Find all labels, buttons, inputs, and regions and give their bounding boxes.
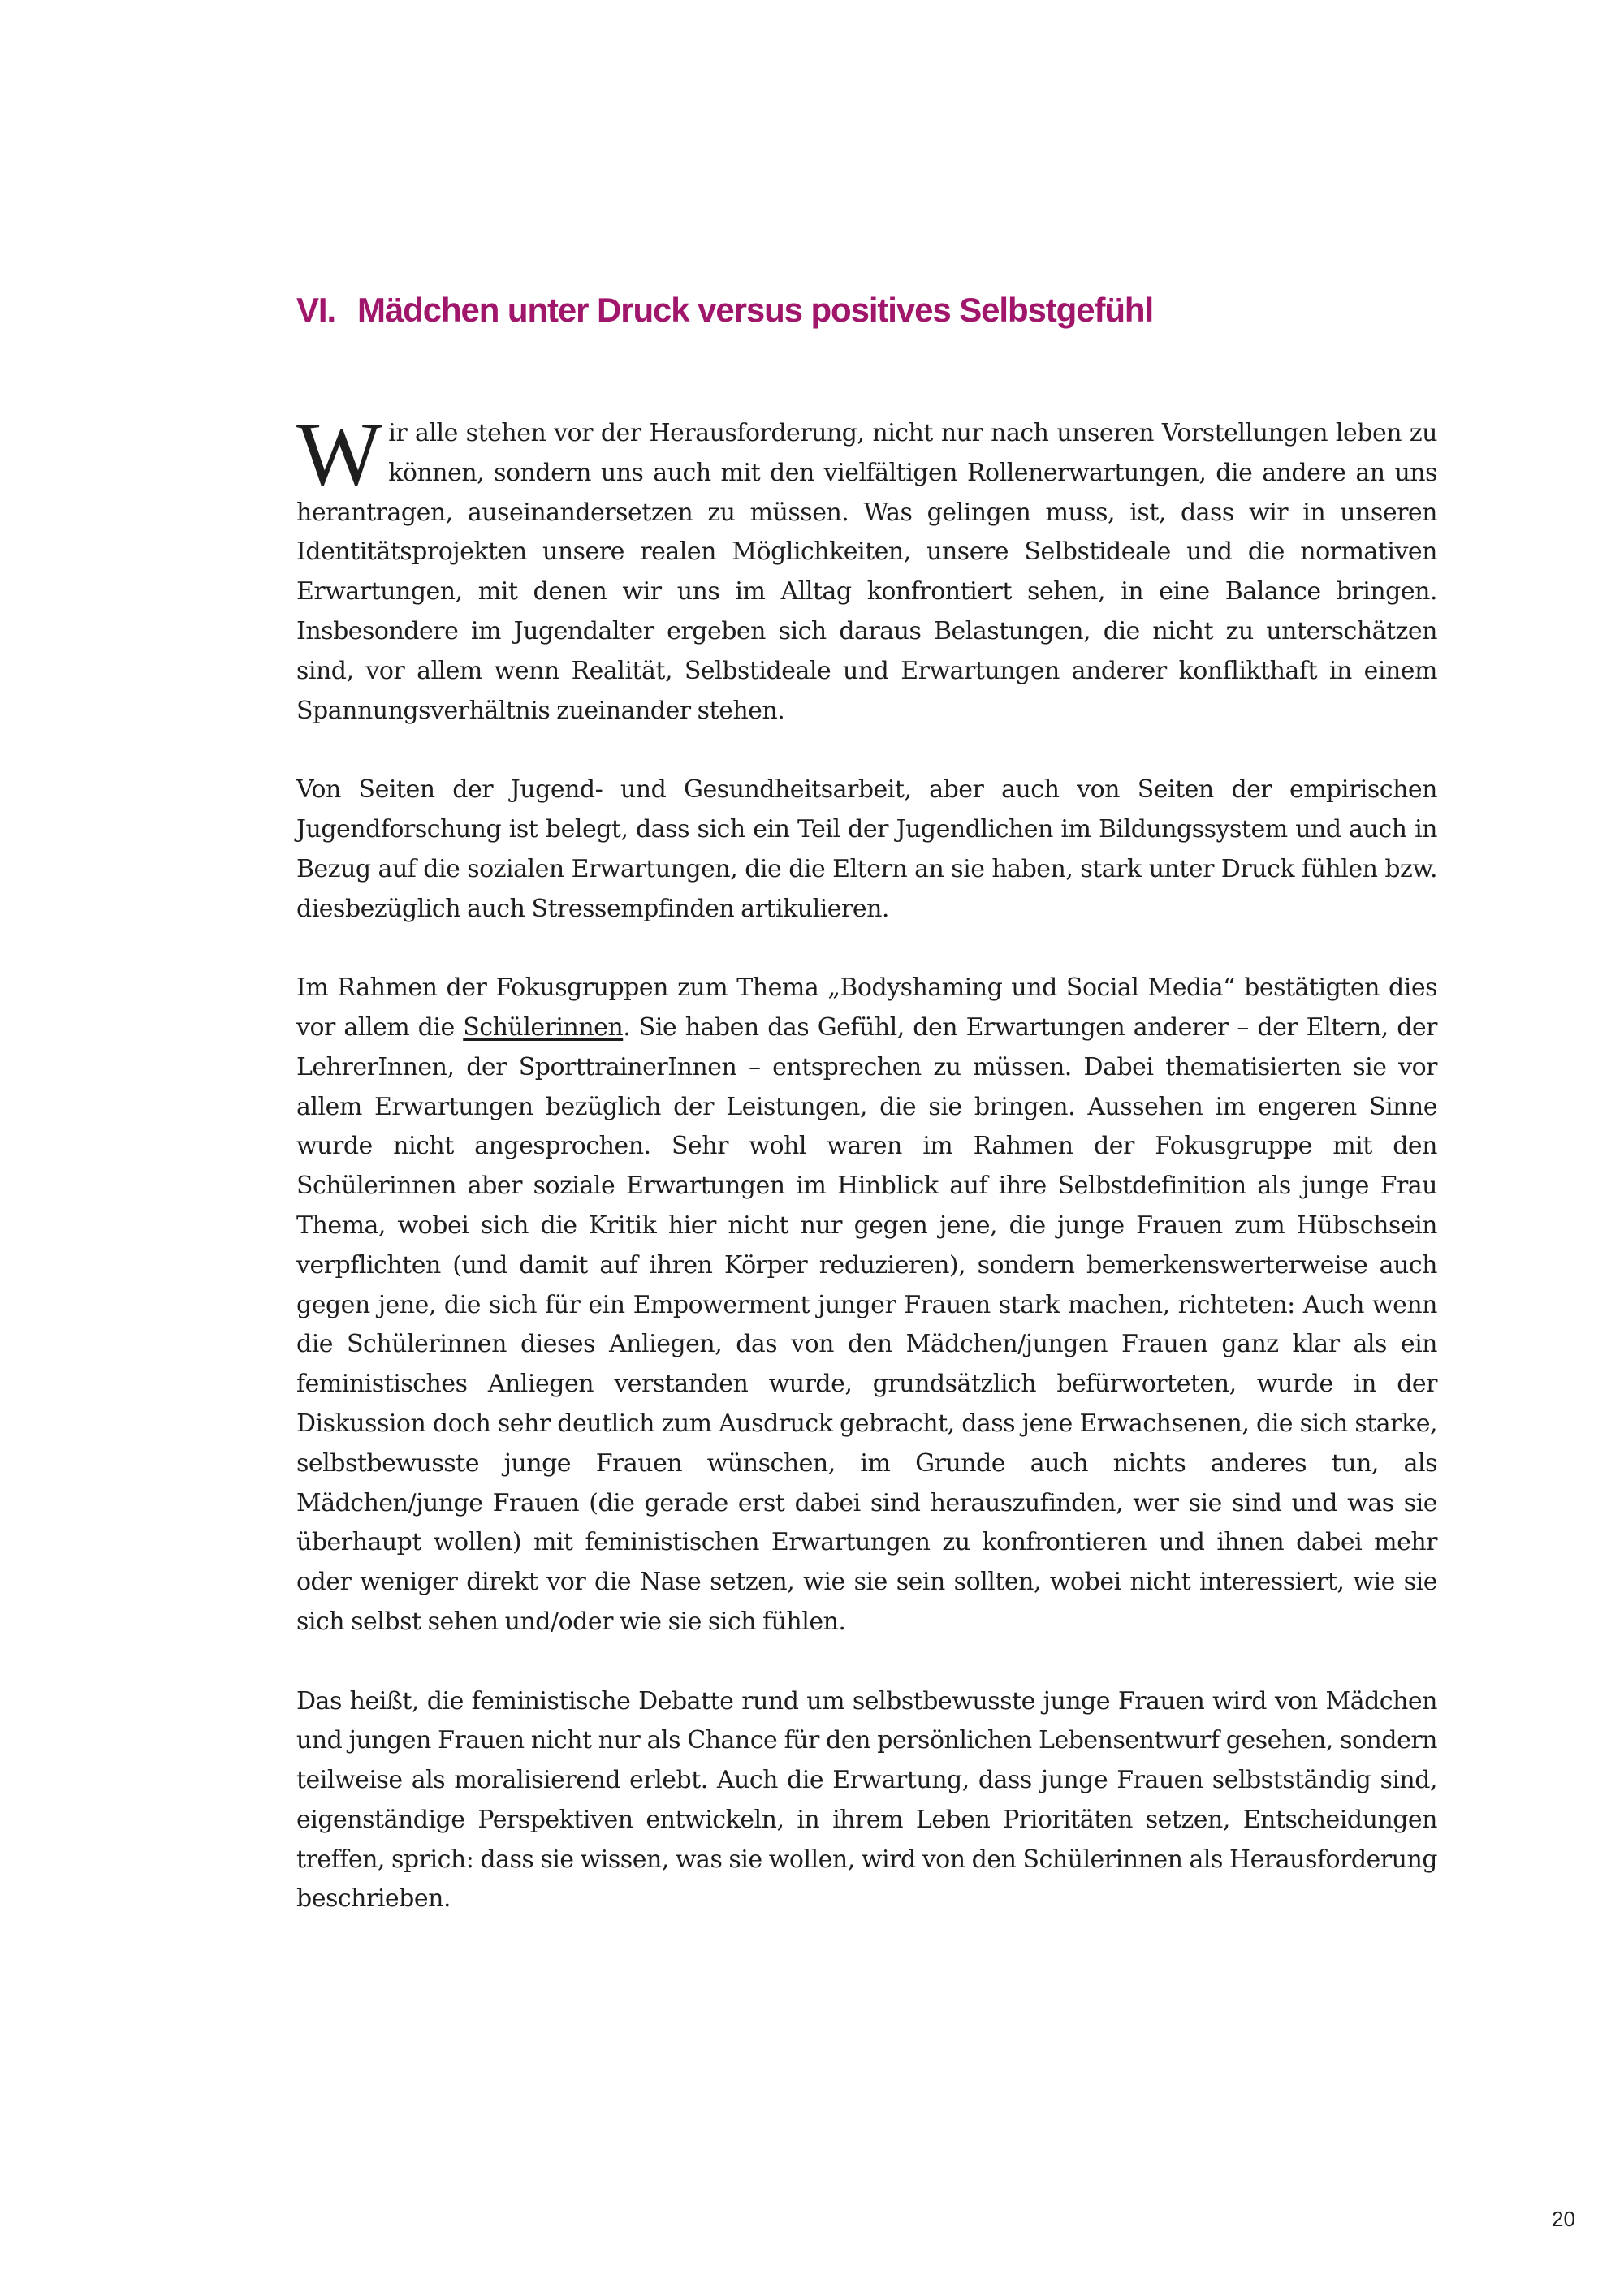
paragraph-conclusion: Das heißt, die feministische Debatte rund um selbstbewusste junge Frauen wird von Mädchen und jungen Frauen nicht nur als Chance für den persönlichen Lebensentwurf gesehen, sondern teilweise als moralisierend erlebt. Auch die Erwartung, dass junge Frauen selbstständig sind, eigenständige Perspektiven entwickeln, in ihrem Leben Prioritäten setzen, Entscheidungen treffen, sprich: dass sie wissen, was sie wollen, wird von den Schülerinnen als Herausforderung beschrieben. bbox=[296, 1686, 1437, 1914]
page-number: 20 bbox=[1552, 2207, 1575, 2231]
paragraph-intro-text: ir alle stehen vor der Herausforderung, nicht nur nach unseren Vorstellungen leben zu können, sondern uns auch mit den vielfältigen Rollenerwartungen, die andere an uns herantragen, auseinandersetzen zu müssen. Was gelingen muss, ist, dass wir in unseren Identitätsprojekten unsere realen Möglichkeiten, unsere Selbstideale und die normativen Erwartungen, mit denen wir uns im Alltag konfrontiert sehen, in eine Balance bringen. Insbesondere im Jugendalter ergeben sich daraus Belastungen, die nicht zu unterschätzen sind, vor allem wenn Realität, Selbstideale und Erwartungen anderer konflikthaft in einem Spannungsverhältnis zueinander stehen. bbox=[296, 419, 1437, 725]
drop-cap: W bbox=[296, 404, 382, 505]
paragraph-intro bbox=[296, 404, 1437, 731]
section-number: VI. bbox=[296, 291, 336, 329]
section-heading bbox=[296, 284, 1433, 336]
body-text bbox=[296, 404, 1437, 1919]
section-title: Mädchen unter Druck versus positives Selbstgefühl bbox=[357, 291, 1154, 329]
underlined-term: Schülerinnen bbox=[463, 1012, 624, 1042]
paragraph-focus-groups bbox=[296, 969, 1437, 1642]
paragraph-focus-groups-text-after: . Sie haben das Gefühl, den Erwartungen anderer – der Eltern, der LehrerInnen, der SporttrainerInnen – entsprechen zu müssen. Dabei thematisierten sie vor allem Erwartungen bezüglich der Leistungen, die sie bringen. Aussehen im engeren Sinne wurde nicht angesprochen. Sehr wohl waren im Rahmen der Fokusgruppe mit den Schülerinnen aber soziale Erwartungen im Hinblick auf ihre Selbstdefinition als junge Frau Thema, wobei sich die Kritik hier nicht nur gegen jene, die junge Frauen zum Hübschsein verpflichten (und damit auf ihren Körper reduzieren), sondern bemerkenswerterweise auch gegen jene, die sich für ein Empowerment junger Frauen stark machen, richteten: Auch wenn die Schülerinnen dieses Anliegen, das von den Mädchen/jungen Frauen ganz klar als ein feministisches Anliegen verstanden wurde, grundsätzlich befürworteten, wurde in der Diskussion doch sehr deutlich zum Ausdruck gebracht, dass jene Erwachsenen, die sich starke, selbstbewusste junge Frauen wünschen, im Grunde auch nichts anderes tun, als Mädchen/junge Frauen (die gerade erst dabei sind herauszufinden, wer sie sind und was sie überhaupt wollen) mit feministischen Erwartungen zu konfrontieren und ihnen dabei mehr oder weniger direkt vor die Nase setzen, wie sie sein sollten, wobei nicht interessiert, wie sie sich selbst sehen und/oder wie sie sich fühlen. bbox=[296, 1012, 1437, 1636]
paragraph-focus-groups-text-before: Im Rahmen der Fokusgruppen zum Thema „Bodyshaming und Social Media“ bestätigten dies vor allem die bbox=[296, 973, 1437, 1042]
paragraph-research: Von Seiten der Jugend- und Gesundheitsarbeit, aber auch von Seiten der empirischen Jugendforschung ist belegt, dass sich ein Teil der Jugendlichen im Bildungssystem und auch in Bezug auf die sozialen Erwartungen, die die Eltern an sie haben, stark unter Druck fühlen bzw. diesbezüglich auch Stressempfinden artikulieren. bbox=[296, 775, 1437, 923]
